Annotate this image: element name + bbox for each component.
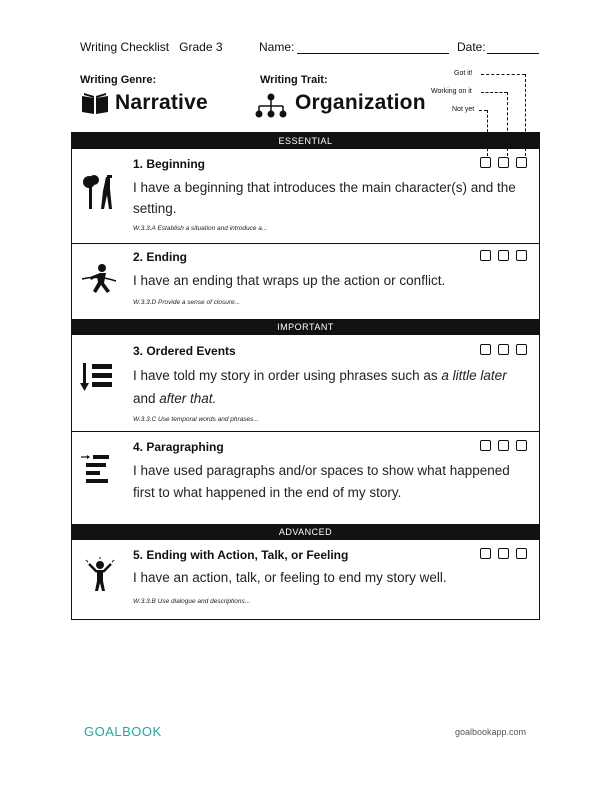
rating-checkboxes (480, 548, 527, 559)
rating-checkboxes (480, 344, 527, 355)
paragraph-indent-icon (80, 451, 120, 491)
worksheet-title (80, 40, 223, 54)
date-field[interactable] (487, 53, 539, 54)
row-body: I have an action, talk, or feeling to end my story well. (133, 570, 447, 585)
ordered-list-icon (80, 359, 120, 399)
footer-url[interactable]: goalbookapp.com (455, 727, 527, 737)
grade-label: Grade 3 (179, 40, 223, 54)
checkbox-got-it[interactable] (516, 157, 527, 168)
checkbox-working[interactable] (498, 344, 509, 355)
row-body: I have a beginning that introduces the main character(s) and the setting. (133, 180, 516, 216)
row-title: 2. Ending (133, 250, 187, 264)
row-title: 5. Ending with Action, Talk, or Feeling (133, 548, 349, 562)
row-standard: W.3.3.D Provide a sense of closure... (133, 299, 241, 306)
hierarchy-icon (253, 93, 289, 119)
row-standard: W.3.3.B Use dialogue and descriptions... (133, 598, 251, 605)
checklist-table (71, 132, 540, 620)
section-important: IMPORTANT (72, 319, 539, 335)
finish-line-runner-icon (80, 261, 120, 301)
date-label: Date: (457, 40, 486, 54)
row-body-emphasis: a little later (441, 368, 507, 383)
checkbox-got-it[interactable] (516, 250, 527, 261)
legend-got-it: Got it! (454, 70, 473, 77)
row-body-emphasis: after that. (159, 391, 217, 406)
tree-giraffe-icon (80, 173, 120, 213)
legend-not-yet: Not yet (452, 106, 475, 113)
legend-working: Working on it (431, 88, 472, 95)
row-title: 1. Beginning (133, 157, 205, 171)
rating-checkboxes (480, 250, 527, 261)
checkbox-working[interactable] (498, 440, 509, 451)
checkbox-not-yet[interactable] (480, 250, 491, 261)
checkbox-got-it[interactable] (516, 440, 527, 451)
checkbox-not-yet[interactable] (480, 440, 491, 451)
row-body-text: and (133, 391, 160, 406)
checklist-title: Writing Checklist (80, 40, 170, 54)
checkbox-not-yet[interactable] (480, 548, 491, 559)
checkbox-working[interactable] (498, 548, 509, 559)
row-body: I have used paragraphs and/or spaces to show what happened first to what happened in the end of my story. (133, 463, 510, 500)
section-advanced: ADVANCED (72, 524, 539, 540)
row-standard: W.3.3.A Establish a situation and introduce a... (133, 225, 268, 232)
rating-checkboxes (480, 157, 527, 168)
rating-checkboxes (480, 440, 527, 451)
genre-label: Writing Genre: (80, 74, 157, 86)
row-title: 3. Ordered Events (133, 344, 236, 358)
trait-label: Writing Trait: (260, 74, 328, 86)
trait-value: Organization (295, 91, 426, 114)
checkbox-not-yet[interactable] (480, 344, 491, 355)
row-standard: W.3.3.C Use temporal words and phrases... (133, 416, 259, 423)
checkbox-got-it[interactable] (516, 548, 527, 559)
section-essential: ESSENTIAL (72, 133, 539, 149)
celebrating-person-icon (80, 557, 120, 597)
row-body: I have an ending that wraps up the action or conflict. (133, 273, 446, 288)
row-divider (72, 243, 539, 244)
legend-leader (481, 92, 507, 93)
checkbox-working[interactable] (498, 250, 509, 261)
legend-leader (481, 74, 525, 75)
row-divider (72, 431, 539, 432)
checkbox-got-it[interactable] (516, 344, 527, 355)
name-field[interactable] (297, 53, 449, 54)
checkbox-working[interactable] (498, 157, 509, 168)
row-body-text: I have told my story in order using phrases such as (133, 368, 442, 383)
checkbox-not-yet[interactable] (480, 157, 491, 168)
legend-leader (479, 110, 487, 111)
name-label: Name: (259, 40, 295, 54)
genre-value: Narrative (115, 91, 208, 114)
open-book-icon (80, 90, 110, 116)
row-body (133, 364, 523, 410)
goalbook-logo: GOALBOOK (84, 724, 162, 739)
row-title: 4. Paragraphing (133, 440, 224, 454)
